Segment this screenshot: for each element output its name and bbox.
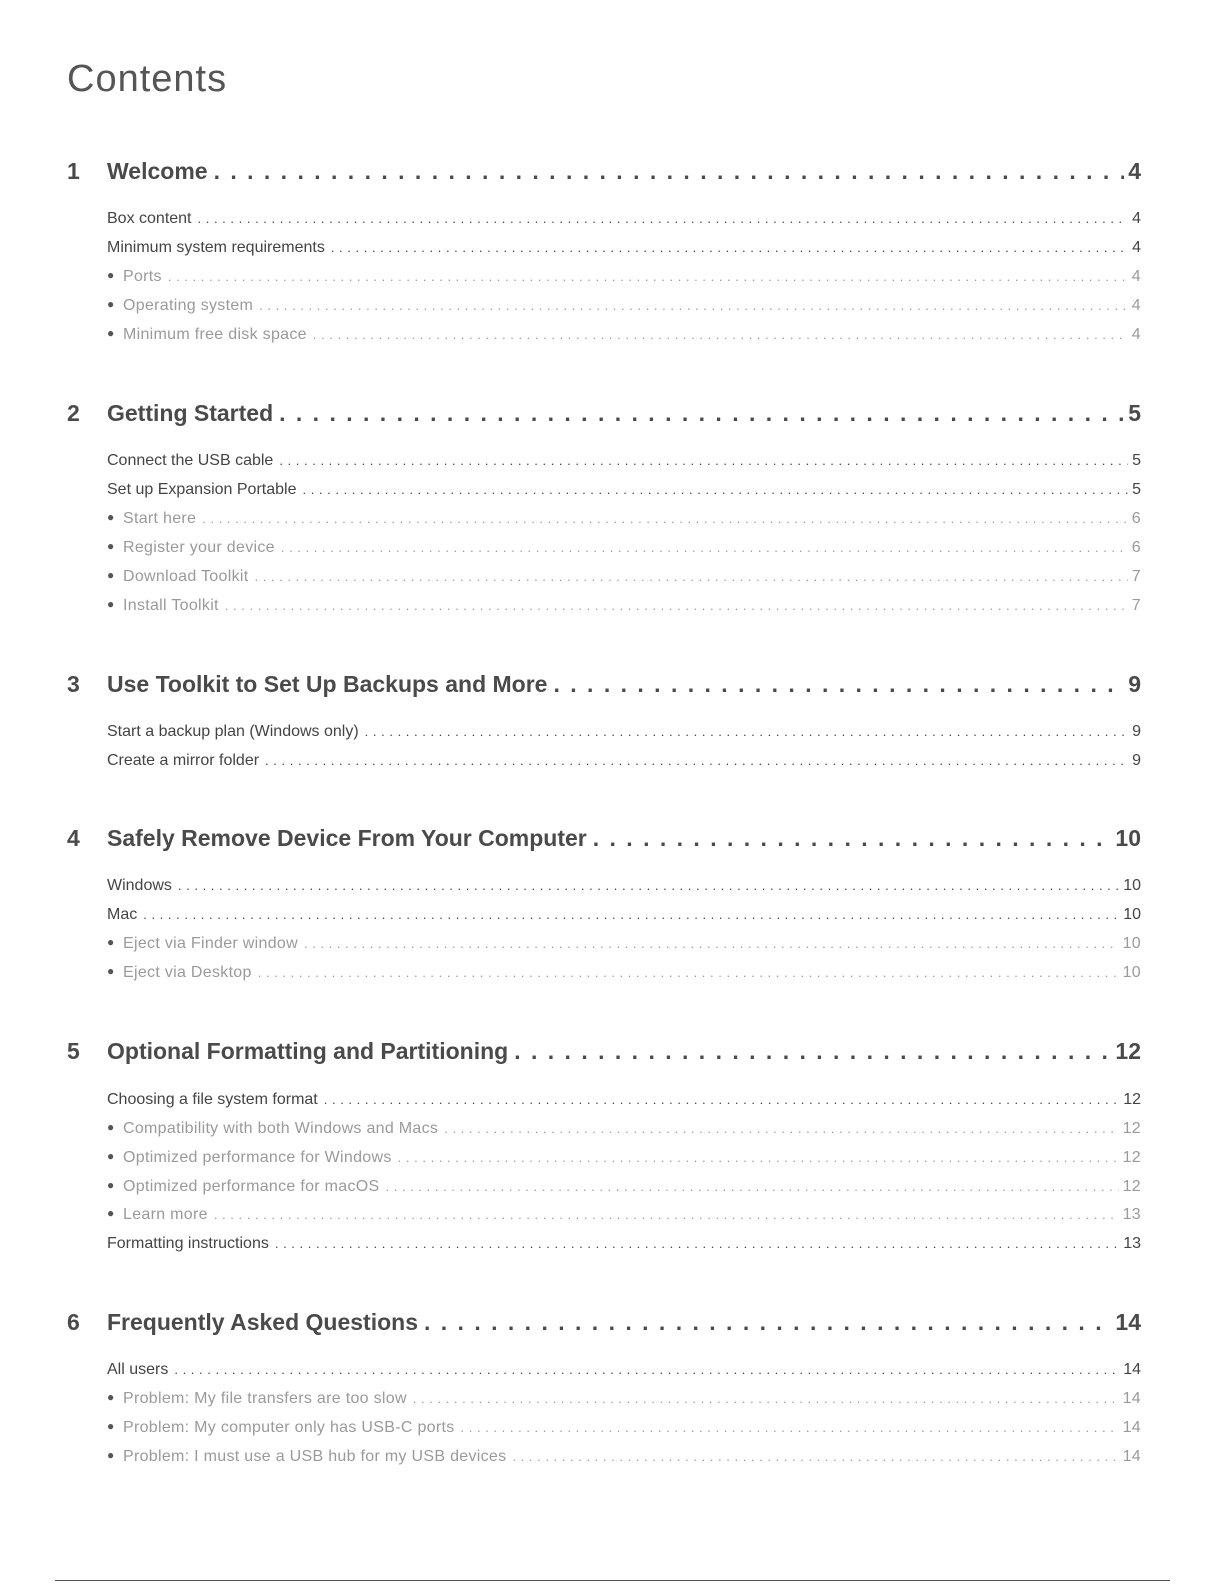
- chapter-title: Getting Started: [107, 400, 274, 426]
- page-title: Contents: [67, 58, 228, 100]
- toc-entry-mac[interactable]: [107, 906, 1141, 924]
- toc-entry-minimum-system-requirements[interactable]: [107, 239, 1141, 257]
- entry-label: Install Toolkit: [123, 597, 219, 614]
- toc-subentry-eject-via-desktop[interactable]: [107, 964, 1141, 982]
- entry-label: Optimized performance for macOS: [123, 1178, 380, 1195]
- bullet-icon: ●: [107, 1178, 115, 1192]
- entry-label: Set up Expansion Portable: [107, 481, 297, 498]
- dot-leader: [313, 327, 1128, 342]
- toc-subentry-minimum-free-disk-space[interactable]: [107, 326, 1141, 344]
- bullet-icon: ●: [107, 935, 115, 949]
- chapter-number: 2: [67, 400, 80, 426]
- bullet-icon: ●: [107, 964, 115, 978]
- chapter-page-number: 4: [1128, 158, 1141, 184]
- toc-entry-set-up-expansion-portable[interactable]: [107, 481, 1141, 499]
- bullet-icon: ●: [107, 1419, 115, 1433]
- toc-entry-create-mirror-folder[interactable]: [107, 752, 1141, 770]
- toc-entry-windows[interactable]: [107, 877, 1141, 895]
- bullet-icon: ●: [107, 1390, 115, 1404]
- toc-subentry-only-usb-c-ports[interactable]: [107, 1419, 1141, 1437]
- dot-leader: [214, 1207, 1119, 1222]
- entry-label: Mac: [107, 906, 138, 923]
- entry-page-number: 13: [1122, 1206, 1141, 1223]
- dot-leader: [279, 453, 1128, 468]
- entry-page-number: 4: [1132, 239, 1141, 256]
- dot-leader: [202, 511, 1128, 526]
- toc-subentry-ports[interactable]: [107, 268, 1141, 286]
- entry-page-number: 4: [1132, 210, 1141, 227]
- bullet-icon: ●: [107, 1448, 115, 1462]
- chapter-number: 3: [67, 671, 80, 697]
- entry-page-number: 10: [1122, 964, 1141, 981]
- chapter-page-number: 14: [1115, 1309, 1141, 1335]
- entry-label: Minimum free disk space: [123, 326, 307, 343]
- entry-label: Problem: My computer only has USB-C ports: [123, 1419, 455, 1436]
- entry-page-number: 5: [1132, 481, 1141, 498]
- bullet-icon: ●: [107, 297, 115, 311]
- toc-subentry-optimized-windows[interactable]: [107, 1149, 1141, 1167]
- entry-page-number: 7: [1131, 568, 1141, 585]
- chapter-number: 1: [67, 158, 80, 184]
- dot-leader: [444, 1121, 1118, 1136]
- dot-leader: [279, 400, 1124, 427]
- dot-leader: [225, 598, 1128, 613]
- entry-page-number: 4: [1131, 297, 1141, 314]
- chapter-title: Welcome: [107, 158, 208, 184]
- chapter-number: 5: [67, 1038, 80, 1064]
- toc-subentry-operating-system[interactable]: [107, 297, 1141, 315]
- bullet-icon: ●: [107, 539, 115, 553]
- dot-leader: [553, 671, 1124, 698]
- chapter-title: Use Toolkit to Set Up Backups and More: [107, 671, 548, 697]
- dot-leader: [512, 1449, 1118, 1464]
- dot-leader: [424, 1309, 1111, 1336]
- toc-chapter-welcome[interactable]: [67, 158, 1141, 185]
- dot-leader: [259, 298, 1128, 313]
- dot-leader: [304, 936, 1119, 951]
- toc-entry-connect-usb-cable[interactable]: [107, 452, 1141, 470]
- entry-label: Start here: [123, 510, 197, 527]
- entry-label: Box content: [107, 210, 192, 227]
- toc-subentry-usb-hub[interactable]: [107, 1448, 1141, 1466]
- bullet-icon: ●: [107, 568, 115, 582]
- toc-subentry-transfers-too-slow[interactable]: [107, 1390, 1141, 1408]
- bullet-icon: ●: [107, 326, 115, 340]
- entry-label: Register your device: [123, 539, 275, 556]
- chapter-page-number: 10: [1115, 825, 1141, 851]
- chapter-number: 6: [67, 1309, 80, 1335]
- bullet-icon: ●: [107, 268, 115, 282]
- entry-page-number: 4: [1131, 326, 1141, 343]
- chapter-title: Optional Formatting and Partitioning: [107, 1038, 509, 1064]
- chapter-page-number: 9: [1128, 671, 1141, 697]
- toc-chapter-getting-started[interactable]: [67, 400, 1141, 427]
- bullet-icon: ●: [107, 597, 115, 611]
- entry-label: Ports: [123, 268, 162, 285]
- entry-label: Formatting instructions: [107, 1235, 269, 1252]
- entry-label: Learn more: [123, 1206, 208, 1223]
- toc-subentry-learn-more[interactable]: [107, 1206, 1141, 1224]
- entry-label: All users: [107, 1361, 169, 1378]
- bullet-icon: ●: [107, 510, 115, 524]
- bullet-icon: ●: [107, 1149, 115, 1163]
- entry-label: Minimum system requirements: [107, 239, 325, 256]
- toc-chapter-faq[interactable]: [67, 1309, 1141, 1336]
- toc-chapter-use-toolkit[interactable]: [67, 671, 1141, 698]
- entry-label: Choosing a file system format: [107, 1091, 318, 1108]
- entry-page-number: 14: [1122, 1419, 1141, 1436]
- dot-leader: [281, 540, 1128, 555]
- dot-leader: [174, 1362, 1119, 1377]
- entry-label: Download Toolkit: [123, 568, 249, 585]
- dot-leader: [168, 269, 1128, 284]
- entry-page-number: 10: [1123, 906, 1141, 923]
- entry-page-number: 10: [1122, 935, 1141, 952]
- toc-subentry-download-toolkit[interactable]: [107, 568, 1141, 586]
- entry-page-number: 14: [1123, 1361, 1141, 1378]
- entry-page-number: 6: [1131, 539, 1141, 556]
- dot-leader: [302, 482, 1128, 497]
- dot-leader: [254, 569, 1127, 584]
- entry-page-number: 9: [1132, 752, 1141, 769]
- chapter-title: Safely Remove Device From Your Computer: [107, 825, 587, 851]
- chapter-page-number: 5: [1128, 400, 1141, 426]
- dot-leader: [593, 825, 1112, 852]
- chapter-page-number: 12: [1115, 1038, 1141, 1064]
- entry-label: Start a backup plan (Windows only): [107, 723, 359, 740]
- entry-label: Eject via Desktop: [123, 964, 252, 981]
- entry-label: Eject via Finder window: [123, 935, 298, 952]
- chapter-title: Frequently Asked Questions: [107, 1309, 418, 1335]
- dot-leader: [365, 724, 1128, 739]
- entry-label: Connect the USB cable: [107, 452, 274, 469]
- dot-leader: [514, 1038, 1111, 1065]
- dot-leader: [214, 158, 1125, 185]
- dot-leader: [331, 240, 1128, 255]
- toc-entry-formatting-instructions[interactable]: [107, 1235, 1141, 1253]
- toc-entry-box-content[interactable]: [107, 210, 1141, 228]
- dot-leader: [275, 1236, 1119, 1251]
- entry-page-number: 10: [1123, 877, 1141, 894]
- toc-entry-all-users[interactable]: [107, 1361, 1141, 1379]
- toc-subentry-eject-via-finder[interactable]: [107, 935, 1141, 953]
- toc-subentry-register-your-device[interactable]: [107, 539, 1141, 557]
- dot-leader: [198, 211, 1129, 226]
- toc-entry-start-backup-plan[interactable]: [107, 723, 1141, 741]
- toc-subentry-install-toolkit[interactable]: [107, 597, 1141, 615]
- entry-page-number: 12: [1122, 1120, 1141, 1137]
- toc-entry-choosing-file-system[interactable]: [107, 1091, 1141, 1109]
- entry-page-number: 7: [1131, 597, 1141, 614]
- toc-chapter-optional-formatting[interactable]: [67, 1038, 1141, 1065]
- bullet-icon: ●: [107, 1206, 115, 1220]
- dot-leader: [398, 1150, 1119, 1165]
- dot-leader: [258, 965, 1119, 980]
- entry-label: Create a mirror folder: [107, 752, 260, 769]
- entry-page-number: 6: [1131, 510, 1141, 527]
- entry-label: Problem: I must use a USB hub for my USB devices: [123, 1448, 507, 1465]
- chapter-number: 4: [67, 825, 80, 851]
- entry-page-number: 12: [1122, 1178, 1141, 1195]
- dot-leader: [178, 878, 1119, 893]
- toc-chapter-safely-remove-device[interactable]: [67, 825, 1141, 852]
- toc-subentry-compatibility[interactable]: [107, 1120, 1141, 1138]
- bullet-icon: ●: [107, 1120, 115, 1134]
- entry-page-number: 9: [1132, 723, 1141, 740]
- entry-page-number: 14: [1122, 1390, 1141, 1407]
- entry-label: Operating system: [123, 297, 254, 314]
- entry-page-number: 5: [1132, 452, 1141, 469]
- entry-page-number: 14: [1122, 1448, 1141, 1465]
- entry-page-number: 4: [1131, 268, 1141, 285]
- dot-leader: [386, 1179, 1119, 1194]
- dot-leader: [265, 753, 1128, 768]
- entry-page-number: 12: [1123, 1091, 1141, 1108]
- entry-page-number: 13: [1123, 1235, 1141, 1252]
- toc-subentry-optimized-macos[interactable]: [107, 1178, 1141, 1196]
- dot-leader: [461, 1420, 1119, 1435]
- entry-page-number: 12: [1122, 1149, 1141, 1166]
- dot-leader: [413, 1391, 1119, 1406]
- toc-subentry-start-here[interactable]: [107, 510, 1141, 528]
- dot-leader: [143, 907, 1119, 922]
- entry-label: Compatibility with both Windows and Macs: [123, 1120, 439, 1137]
- entry-label: Windows: [107, 877, 172, 894]
- footer-divider: [55, 1580, 1170, 1581]
- entry-label: Problem: My file transfers are too slow: [123, 1390, 407, 1407]
- dot-leader: [324, 1092, 1119, 1107]
- entry-label: Optimized performance for Windows: [123, 1149, 392, 1166]
